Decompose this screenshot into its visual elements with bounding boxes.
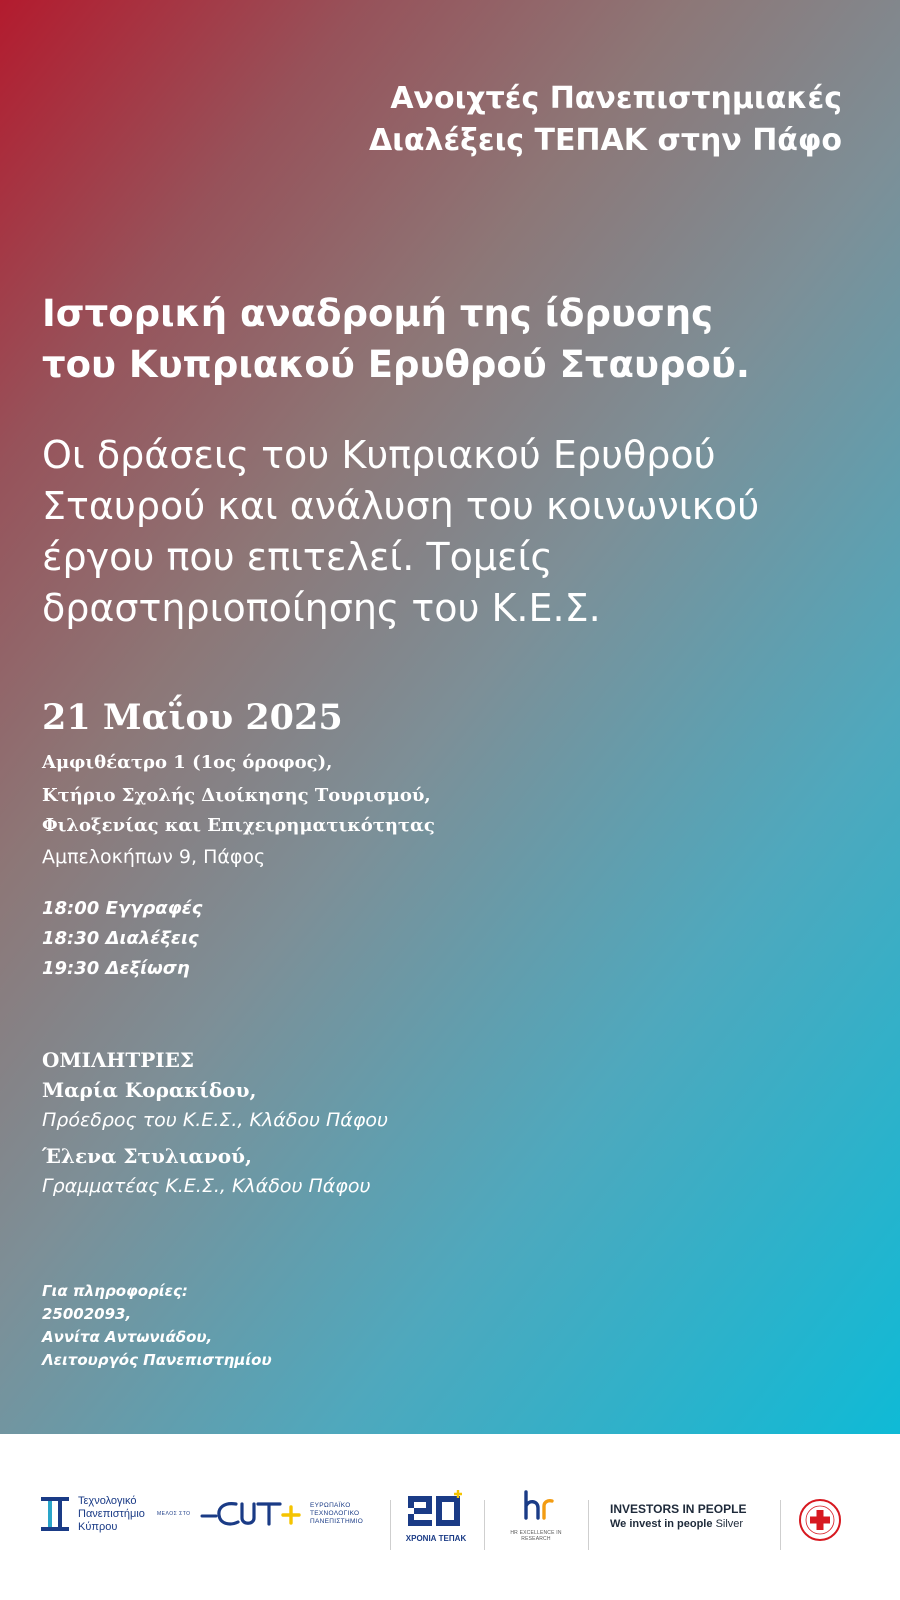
eit-wordmark-icon: [200, 1494, 304, 1534]
eit-name-line3: ΠΑΝΕΠΙΣΤΗΜΙΟ: [310, 1518, 364, 1525]
iip-tagline: [610, 1517, 746, 1531]
red-cross-seal: [798, 1498, 842, 1546]
cut-logo: [40, 1482, 145, 1546]
lecture-subtitle-line1: Οι δράσεις του Κυπριακού Ερυθρού: [42, 433, 716, 477]
series-title-line2: Διαλέξεις ΤΕΠΑΚ στην Πάφο: [368, 123, 842, 158]
hr-logo: [498, 1488, 574, 1542]
contact-role: Λειτουργός Πανεπιστημίου: [42, 1351, 272, 1369]
event-venue: [42, 748, 742, 841]
cut-name: [78, 1495, 145, 1534]
logo-divider: [780, 1500, 781, 1550]
cut-name-line3: Κύπρου: [78, 1520, 118, 1533]
iip-logo: [610, 1501, 746, 1531]
eit-logo: [200, 1482, 363, 1546]
iip-tagline-text: We invest in people: [610, 1518, 713, 1530]
contact-phone: 25002093,: [42, 1305, 132, 1323]
eit-name: [310, 1502, 363, 1526]
iip-level: Silver: [715, 1518, 744, 1530]
series-title: [369, 78, 842, 162]
event-date: 21 Μαΐου 2025: [42, 697, 343, 738]
lecture-title-line1: Ιστορική αναδρομή της ίδρυσης: [42, 292, 714, 335]
schedule-item: 18:00 Εγγραφές: [42, 898, 203, 919]
iip-title: INVESTORS IN PEOPLE: [610, 1502, 747, 1516]
schedule-item: 18:30 Διαλέξεις: [42, 928, 199, 949]
venue-line1: Αμφιθέατρο 1 (1ος όροφος),: [42, 752, 333, 773]
eit-name-line2: ΤΕΧΝΟΛΟΓΙΚΟ: [310, 1510, 360, 1517]
speakers-heading: ΟΜΙΛΗΤΡΙΕΣ: [42, 1048, 194, 1072]
red-cross-icon: [798, 1498, 842, 1542]
speakers-section: [42, 1045, 742, 1207]
lecture-subtitle: [42, 430, 872, 634]
eit-name-line1: ΕΥΡΩΠΑΪΚΟ: [310, 1502, 351, 1509]
lecture-title-line2: του Κυπριακού Ερυθρού Σταυρού.: [42, 343, 750, 386]
lecture-subtitle-line3: έργου που επιτελεί. Τομείς: [42, 535, 553, 579]
cut-name-line2: Πανεπιστήμιο: [78, 1507, 145, 1520]
venue-line3: Φιλοξενίας και Επιχειρηματικότητας: [42, 815, 435, 836]
speaker-role: Πρόεδρος του Κ.Ε.Σ., Κλάδου Πάφου: [42, 1109, 388, 1131]
schedule-item: 19:30 Δεξίωση: [42, 958, 190, 979]
lecture-subtitle-line4: δραστηριοποίησης του Κ.Ε.Σ.: [42, 586, 601, 630]
speaker-name: Έλενα Στυλιανού,: [42, 1144, 252, 1168]
speaker-name: Μαρία Κορακίδου,: [42, 1078, 257, 1102]
twenty-years-icon: [406, 1490, 466, 1530]
years-caption: ΧΡΟΝΙΑ ΤΕΠΑΚ: [405, 1534, 467, 1543]
hr-caption: HR EXCELLENCE IN RESEARCH: [510, 1530, 562, 1542]
hr-excellence-icon: [516, 1488, 556, 1526]
event-schedule: [42, 894, 202, 984]
logo-divider: [484, 1500, 485, 1550]
series-title-line1: Ανοιχτές Πανεπιστημιακές: [390, 81, 842, 116]
member-of-label: ΜΕΛΟΣ ΣΤΟ: [157, 1511, 191, 1517]
cut-name-line1: Τεχνολογικό: [78, 1494, 137, 1507]
contact-label: Για πληροφορίες:: [42, 1282, 188, 1300]
contact-name: Αννίτα Αντωνιάδου,: [42, 1328, 213, 1346]
venue-line2: Κτήριο Σχολής Διοίκησης Τουρισμού,: [42, 785, 431, 806]
logo-divider: [588, 1500, 589, 1550]
contact-info: [42, 1280, 272, 1372]
years-logo: [404, 1490, 468, 1543]
lecture-subtitle-line2: Σταυρού και ανάλυση του κοινωνικού: [42, 484, 760, 528]
speaker-role: Γραμματέας Κ.Ε.Σ., Κλάδου Πάφου: [42, 1175, 371, 1197]
sponsor-footer: [0, 1434, 900, 1600]
event-address: Αμπελοκήπων 9, Πάφος: [42, 846, 266, 868]
lecture-title: [42, 288, 862, 390]
logo-divider: [390, 1500, 391, 1550]
cut-emblem-icon: [40, 1495, 70, 1533]
